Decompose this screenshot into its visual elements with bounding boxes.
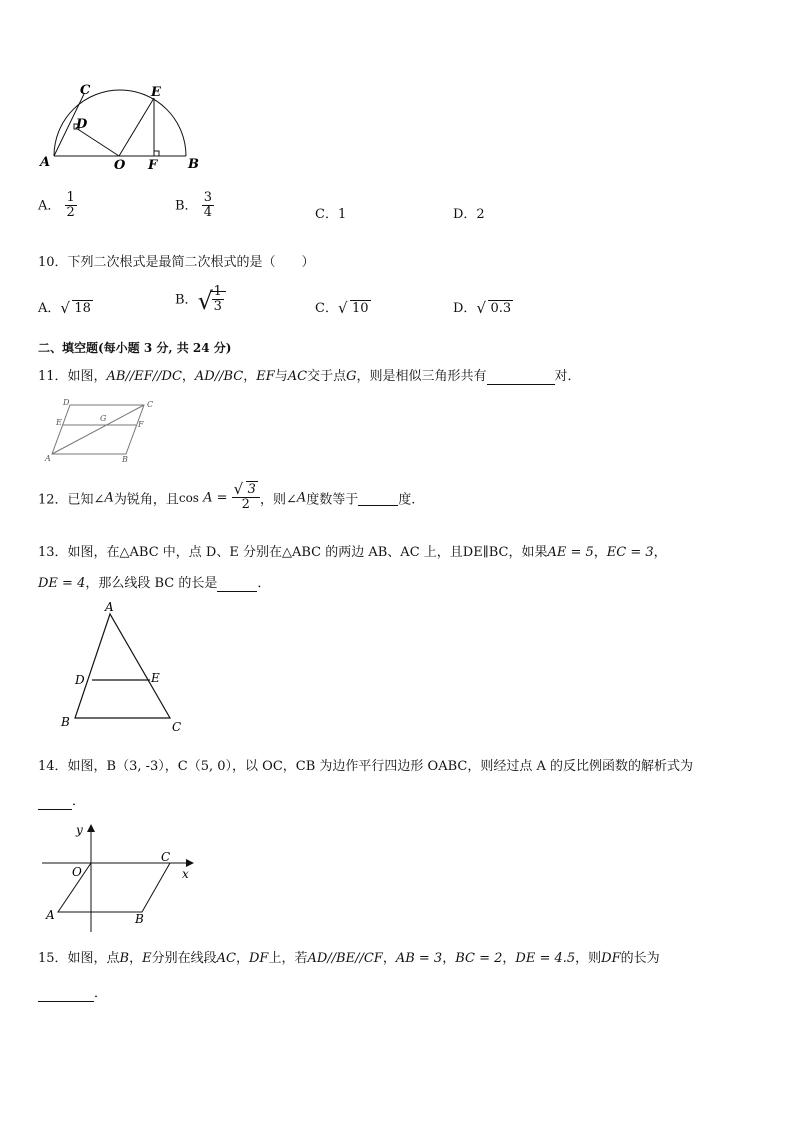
coordinate-figure-q14 xyxy=(36,820,201,935)
q13-line2: DE = 4，那么线段 BC 的长是 ． xyxy=(38,576,271,591)
fig11-label-c: C xyxy=(147,400,154,409)
fig14-label-c: C xyxy=(161,850,171,864)
q10-option-c: C． √ 10 xyxy=(315,299,369,317)
fig11-label-d: D xyxy=(63,398,70,407)
fig9-label-e: E xyxy=(151,85,161,100)
fig13-label-e: E xyxy=(151,671,160,685)
answer-blank[interactable] xyxy=(217,576,257,592)
section-heading: 二、填空题(每小题 3 分, 共 24 分) xyxy=(38,341,232,355)
sqrt: √ 10 xyxy=(337,299,369,317)
fig13-label-b: B xyxy=(61,715,70,729)
parallelogram-figure-q11 xyxy=(40,395,160,467)
q10-option-b: B． √ $\frac{1}{3}$ xyxy=(175,285,226,315)
q9-option-b: B． $\frac{3}{4}$ xyxy=(175,190,212,221)
answer-blank[interactable] xyxy=(487,369,555,385)
fig13-label-d: D xyxy=(75,673,85,687)
fig11-label-b: B xyxy=(122,455,128,464)
fig9-label-b: B xyxy=(188,157,199,172)
sqrt: √ 3 xyxy=(233,480,256,498)
fig14-label-x: x xyxy=(182,867,189,881)
q15-line2: ． xyxy=(38,982,107,1002)
sqrt: √ 0.3 xyxy=(476,299,512,317)
q11-text: 11．如图，AB//EF//DC，AD//BC，EF与AC交于点G，则是相似三角形共有 对． xyxy=(38,369,581,384)
triangle-figure-q13 xyxy=(55,598,195,738)
fig11-label-e: E xyxy=(56,418,62,427)
fraction: $\frac{1}{2}$ xyxy=(66,190,75,221)
q10-option-d: D． √ 0.3 xyxy=(453,299,512,317)
fig13-label-a: A xyxy=(105,600,114,614)
q14-line2: ． xyxy=(38,790,85,810)
fig9-label-o: O xyxy=(114,158,126,173)
sqrt: √ 18 xyxy=(60,299,91,317)
fig9-label-d: D xyxy=(76,117,88,132)
answer-blank[interactable] xyxy=(38,794,72,810)
q12-text: 12．已知∠A为锐角，且cos A = √ 3 2 ，则∠A度数等于 度. xyxy=(38,480,416,513)
fig9-label-c: C xyxy=(80,83,91,98)
answer-blank[interactable] xyxy=(38,986,94,1002)
q9-option-a: A． $\frac{1}{2}$ xyxy=(38,190,75,221)
fig14-label-o: O xyxy=(72,865,82,879)
q13-line1: 13．如图，在△ABC 中，点 D、E 分别在△ABC 的两边 AB、AC 上，且DE∥BC，如果AE = 5，EC = 3， xyxy=(38,545,667,560)
q14-line1: 14．如图，B（3, -3），C（5, 0），以 OC，CB 为边作平行四边形 OABC，则经过点 A 的反比例函数的解析式为 xyxy=(38,759,693,774)
fig13-label-c: C xyxy=(172,720,182,734)
fig14-label-b: B xyxy=(135,912,144,926)
fig11-label-a: A xyxy=(45,454,51,463)
semicircle-figure xyxy=(30,78,210,178)
fig14-label-a: A xyxy=(46,908,55,922)
q10-stem: 10．下列二次根式是最简二次根式的是（ ） xyxy=(38,255,315,270)
fraction: $\frac{3}{4}$ xyxy=(203,190,212,221)
sqrt: √ $\frac{1}{3}$ xyxy=(198,285,226,315)
fraction: √ 3 2 xyxy=(232,483,260,513)
q9-option-d: D．2 xyxy=(453,207,485,222)
fig9-label-a: A xyxy=(40,155,51,170)
fig11-label-g: G xyxy=(100,414,107,423)
q15-line1: 15．如图，点B，E分别在线段AC，DF上，若AD//BE//CF，AB = 3，BC = 2，DE = 4.5，则DF的长为 xyxy=(38,951,660,966)
fig14-label-y: y xyxy=(76,823,83,837)
q10-option-a: A． √ 18 xyxy=(38,299,91,317)
q9-option-c: C．1 xyxy=(315,207,347,222)
answer-blank[interactable] xyxy=(358,490,398,506)
fig9-label-f: F xyxy=(148,158,158,173)
fig11-label-f: F xyxy=(138,420,144,429)
